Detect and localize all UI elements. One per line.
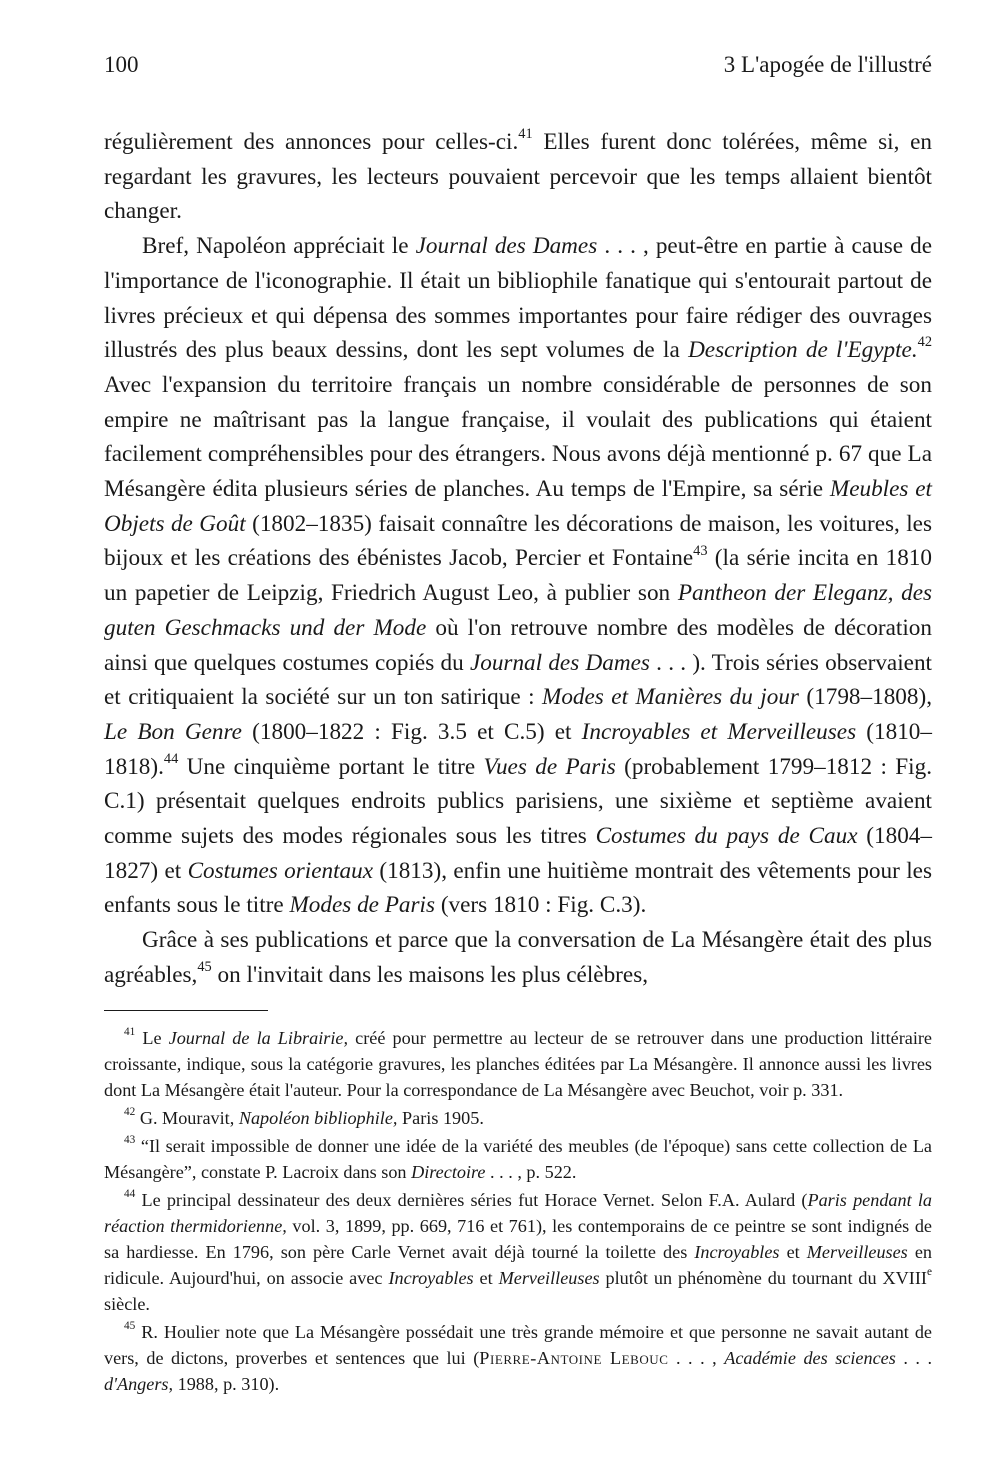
footnote [104, 1319, 932, 1397]
text-run: . . . , p. 522. [485, 1161, 577, 1182]
footnote-marker: 41 [124, 1025, 136, 1038]
footnote-marker: 44 [163, 750, 179, 767]
text-run: (1798–1808), [798, 684, 932, 711]
text-run: (1802–1835) faisait connaître les décorations de maison, les voitures, les bijoux et les créations des ébénistes Jacob, Percier et Fontaine [104, 510, 932, 572]
text-run: Paris 1905. [397, 1107, 484, 1128]
text-run: (la série incita en 1810 un papetier de Leipzig, Friedrich August Leo, à publier son [104, 545, 932, 607]
italic-text: Pantheon der Eleganz, des guten Geschmacks und der Mode [104, 580, 933, 641]
footnote [104, 1187, 932, 1317]
text-run: plutôt un phénomène du tournant du XVIII [599, 1267, 927, 1288]
footnote [104, 1105, 932, 1131]
paragraph [104, 923, 932, 992]
italic-text: Napoléon bibliophile, [238, 1107, 398, 1128]
italic-text: Incroyables [694, 1241, 780, 1262]
italic-text: Journal des Dames [415, 233, 598, 260]
footnote [104, 1133, 932, 1185]
text-run: R. Houlier note que La Mésangère possédait une très grande mémoire et que personne ne savait autant de vers, de dictons, proverbes et sentences que lui ( [104, 1321, 932, 1368]
italic-text: Costumes orientaux [187, 857, 373, 884]
italic-text: Modes de Paris [289, 892, 436, 919]
text-run: (probablement 1799–1812 : Fig. C.1) présentait quelques endroits publics parisiens, une sixième et septième avaient comme sujets des modes régionales sous les titres [104, 753, 932, 850]
footnotes [104, 1025, 932, 1397]
italic-text: d'Angers, [104, 1373, 174, 1394]
text-run: Le principal dessinateur des deux dernières séries fut Horace Vernet. Selon F.A. Aulard ( [135, 1189, 808, 1210]
text-run: Avec l'expansion du territoire français un nombre considérable de personnes de son empire ne maîtrisant pas la langue française, il voulait des publications qui étaient facilement compréhensibles pour des étrangers. Nous avons déjà mentionné p. 67 que La Mésangère édita plusieurs séries de planches. Au temps de l'Empire, sa série [104, 371, 932, 503]
italic-text: Journal des Dames [469, 649, 650, 676]
italic-text: Académie des sciences [724, 1347, 896, 1368]
footnote-marker: 41 [518, 126, 533, 143]
italic-text: Merveilleuses [498, 1267, 600, 1288]
paragraph [104, 125, 932, 229]
italic-text: Description de l'Egypte. [688, 337, 918, 364]
footnote-marker: 45 [197, 958, 212, 975]
paragraph [104, 229, 932, 923]
text-run: 1988, p. 310). [173, 1373, 280, 1394]
italic-text: Costumes du pays de Caux [595, 823, 858, 850]
footnote-marker: 42 [917, 334, 932, 351]
italic-text: Meubles et Objets de Goût [104, 476, 932, 537]
text-run: on l'invitait dans les maisons les plus célèbres, [211, 961, 649, 988]
text-run: Grâce à ses publications et parce que la conversation de La Mésangère était des plus agréables, [104, 927, 932, 988]
text-run: “Il serait impossible de donner une idée de la variété des meubles (de l'époque) sans cette collection de La Mésangère”, constate P. Lacroix dans son [104, 1135, 932, 1182]
text-run: Une cinquième portant le titre [178, 753, 484, 780]
italic-text: Le Bon Genre [104, 718, 242, 745]
text-run: vol. 3, 1899, pp. 669, 716 et 761), les contemporains de ce peintre se sont indignés de sa hardiesse. En 1796, son père Carle Vernet avait déjà tourné la toilette des [104, 1215, 932, 1262]
footnote [104, 1025, 932, 1103]
running-head [104, 50, 932, 80]
page-number: 100 [104, 52, 139, 77]
italic-text: Paris pendant la réaction thermidorienne, [104, 1189, 932, 1236]
italic-text: Modes et Manières du jour [542, 684, 799, 711]
book-page [104, 50, 932, 1399]
footnote-marker: 44 [124, 1187, 136, 1200]
footnote-rule [104, 1010, 268, 1011]
text-run: où l'on retrouve nombre des modèles de décoration ainsi que quelques costumes copiés du [104, 614, 932, 676]
italic-text: Vues de Paris [483, 753, 616, 780]
text-run: (1804–1827) et [104, 823, 932, 884]
text-run: en ridicule. Aujourd'hui, on associe avec [104, 1241, 932, 1288]
text-run: siècle. [104, 1293, 150, 1314]
italic-text: Incroyables et Merveilleuses [581, 718, 857, 745]
text-run: Elles furent donc tolérées, même si, en regardant les gravures, les lecteurs pouvaient percevoir que les temps allaient bientôt changer. [104, 129, 932, 225]
small-caps-text: Pierre-Antoine Lebouc [479, 1347, 669, 1368]
footnote-marker: 42 [124, 1105, 136, 1118]
text-run: . . . ). Trois séries observaient et critiquaient la société sur un ton satirique : [104, 649, 932, 711]
text-run: . . . , [668, 1347, 725, 1368]
text-run: Bref, Napoléon appréciait le [142, 233, 416, 260]
text-run: . . . [895, 1347, 933, 1368]
text-run: régulièrement des annonces pour celles-ci. [104, 129, 519, 155]
text-run: (1810–1818). [104, 718, 932, 780]
text-run: (vers 1810 : Fig. C.3). [435, 892, 647, 919]
text-run: Le [135, 1027, 169, 1048]
text-run: G. Mouravit, [135, 1107, 239, 1128]
text-run: et [473, 1267, 499, 1288]
text-run: . . . , peut-être en partie à cause de l'importance de l'iconographie. Il était un bibliophile fanatique qui s'entourait partout de livres précieux et qui dépensa des sommes importantes pour faire rédiger des ouvrages illustrés des plus beaux dessins, dont les sept volumes de la [104, 233, 932, 364]
text-run: (1813), enfin une huitième montrait des vêtements pour les enfants sous le titre [104, 857, 932, 919]
footnote-marker: 43 [693, 542, 708, 559]
text-run: et [779, 1241, 807, 1262]
footnote-marker: e [926, 1265, 932, 1278]
italic-text: Merveilleuses [806, 1241, 908, 1262]
text-run: (1800–1822 : Fig. 3.5 et C.5) et [241, 718, 582, 745]
main-text [104, 125, 932, 993]
text-run: créé pour permettre au lecteur de se retrouver dans une production littéraire croissante, indique, sous la catégorie gravures, les planches éditées par La Mésangère. Il annonce aussi les livres dont La Mésangère était l'auteur. Pour la correspondance de La Mésangère avec Beuchot, voir p. 331. [104, 1027, 933, 1100]
italic-text: Directoire [411, 1161, 486, 1182]
chapter-title: 3 L'apogée de l'illustré [723, 52, 932, 77]
italic-text: Incroyables [388, 1267, 474, 1288]
italic-text: Journal de la Librairie, [168, 1027, 349, 1048]
footnote-marker: 43 [124, 1133, 136, 1146]
footnote-marker: 45 [124, 1319, 136, 1332]
